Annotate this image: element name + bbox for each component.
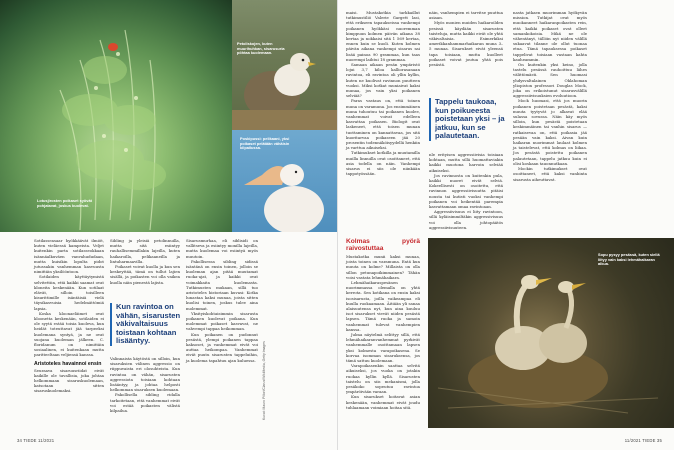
paragraph: Myös monien muiden haikaroilden pesissä käydään sisarusten taisteluja, mutta kaikki eivät ole yhtä väkivaltaisia. Esimerkiksi amerikkanhammarhaikaran muna 3–5 munaa. Sisarukset eivät yleensä tapa toisiaan, mutta kuolleet poikaset voivat joutua yhtä pois pesästä. — [429, 20, 503, 68]
caption-heron: Sopu pysyy pesässä, kuten siellä liityy vain kaksi lehmähaikaran alkua. — [598, 252, 660, 267]
paragraph: Julma näytelmä selittyy sillä, että lehmähaikaranvanhemmat pyrkivät vanhemmalle osoittamaan lapsen yksi kolmesta varapoikasena. Se korvaa isomman sisaruksensa, jos tämä sattuu kuolemaan. — [346, 332, 420, 364]
paragraph: Koska kloonaeläimet ovat kloonetta keskenään, sotilaiden ei ole syytä estää toisia kuoleva, kun heidät toteuttavat jää tarpeeksi kuolemana syntyä, ja ne ovat suojana kuoleman jälkeen. C. floridanum on nimittäin sosiaalinen, ei kuitenkaan mutta paritteeltaan veljiensä kanssa. — [34, 310, 104, 358]
paragraph: Sotilasseasaar hyökkäävät ilmiöt, kuten vieläessä kampeista. Veljet kuitenkin parta sotilasseokkaan isännäalkuväen vanvahududaan, mutta kuisikin lopulta pidot jutussakin vanhemman kasvuusta nimittäin yksilööntoon. — [34, 238, 104, 275]
paragraph: Varapoikasenkin saattaa selvitä aikuiseksi, jos vuoka on jotakin ruokaa kyllin kyllä. Sisarusten taistelu on siis mekanismi, jolla pesäkoko sopeutuu ravintoa ympäröivään varaan. — [346, 363, 420, 395]
paragraph: On kuitenkin yksi keino, jolla tastelu pesässä rauhoittuu lähes välittömästi. Sen huomasi yhdysvaltalainen Oklahoman yliopiston professori Douglas Mock, joka on erikoistunut sisarusvälillä aggressiivisuuksien evoluutioon. — [513, 62, 587, 99]
right-page — [337, 0, 674, 450]
paragraph: Seuraava sisaruusriidat eivät kaikille ole tavallisia, joka johtaa helkommaan sisaruskuolemaan, katsotaan sitten sisaruskuolemaksi. — [34, 367, 104, 394]
paragraph: Yksityiskohtaisimmin sisarusta poikanen kuolevat poikana. Kun molemmat poikaset kasvavat, ne vahvempi tappaa heikomman. — [186, 310, 258, 332]
section-heading: Aristoteles havainnoi ensin — [34, 360, 102, 367]
paragraph: Paras vastaus on, että toinen muna on varamuna. Jos ensimmäinen muna tuhoutuu tai poikanen kuolee, vanhemmat voivat edelleen kasvattaa poikasen. Biologit ovat laskeneet, että toisen munan tuottaminen on kannattavaa, jos sitä kuoritarvaa poikaseen jää 20 prosentin todennäköisyydellä henkiin ja varttua aikuiseksi. — [346, 98, 420, 151]
succulent-photo — [0, 0, 232, 232]
paragraph: Tutkimukset kotkilla ja muutamilla muilla linnuilla ovat osoittaneet, että asia todella on näin. Vanhempi sisarus ei siis ole niinkään tappotyössään. — [346, 150, 420, 177]
left-column-2 — [110, 238, 180, 285]
paragraph: Pakollisessa sibling sidissä isäntänä on ensin toinen, jolloin se kuoleman ajan pitää muutamat ruoka-ajat, ja kaikki ovat voimakkaita kuolemasta. Tutkimusten mukaan, sillä tuo aristoteles historiaan kuvasi: Kotka lunastaa kaksi munaa, joista sitten kuolisi toinen, joskus tulee aina molemmat. — [186, 258, 258, 311]
left-column-3 — [186, 238, 258, 363]
caption-top-right: Petoliskojen, kuten muurihuhkan, sisarusuria pöhtaa kuolemaan. — [237, 41, 285, 56]
paragraph: Mock huomasi, että jos muorin poikanen poistetaan pesästä, kaksi muuta tyytyvät jo alkavat elää sulassa sovussa. Näin käy myös silloin, kun pesästä poistetaan keskimmäinen tai vanhin sisarus — ratkaisevaa on, että poikasia jää pesään vain kaksi. Aivan kuin haikaran nuorimmat laulaat kolmen ja taistelevat, että kolmas on liikaa. Jos pesästä poistettu poikanen palautetaan, tappelu jatkuu kuin ei olisi koskaan tauonnutkaan. — [513, 98, 587, 166]
paragraph: Lehmähaikaraspesänen nuorimmassa olemalla on yhtä kerrota. Sen kotikana on ensin kaksi isosisarusta, joilla vaikeampaa eli kuulla ruokaamaan. Äitiään yli sanaa alaisuutensa nyt, kun aina kuuluu isot sisarukset vievät niiden pesästä lapsen. Tämä ruoka ja samoin vanhemmat tulevat vanhempien kanssa. — [346, 280, 420, 332]
pull-quote-right: Tappelu taukoaa, kun poikueesta poistetaan yksi – ja jatkuu, kun se palautetaan. — [429, 98, 505, 141]
caption-bottom-left: Lotusjirosten poikaset syövät pohjatavat, joskus kuolevat. — [37, 198, 92, 208]
right-column-3-top — [513, 10, 587, 182]
paragraph: nasta jatkaen muorimman hyökyvän mission. Tutkijat ovat myös muokanneet haikaranpoikasten rein, että kaikki poikaset ovat olleet samankokoisia. Mikä ne ole vähentänyt, tällöin nyt niiden välillä sukaavat tilanne ole ollut tuonaa etua. Tämä tapauksessa poikaset tappelivat toisiaan vastaan kahta kauheammin. — [513, 10, 587, 62]
paragraph: Pakollisella sibling ridalla tarkoitetaan, että vanhemmat eivät voi estää poikasten välistä kilpailua. — [110, 392, 180, 414]
paragraph: maisi. Mustakotkia tarkkaillut tutkimustiliö Valerie Gargett lasi, että erikseen tapaukseissa vanhempi poikanen hyökkäsi nuoremman kimppuun kolmen päivän aikana 38 kertaa ja nokkaisi sitä 1 569 kertaa, ennen kuin se kuoli. Kuten kolmen päivän aikana vanhempi sisarus sai lisää painoa 90 grammaa, kun taas nuorempi laihtui 18 grammaa. — [346, 10, 420, 62]
paragraph: Poikaset voivat kuolla ja kun sen keskeyttää, tämä on tullut lajien sisällä, ja poikasten voi olla vaikea kuolla näin pienestä lajista. — [110, 264, 180, 285]
right-column-2-lower — [429, 152, 503, 230]
paragraph: Jos ravinnosta on kuitenkin pula, kaikki nuoret eivät selviä. Kokeellisesti on osoitettu, että ravinnon aggressiivisuutta pitäisi nousta tai kutisti vuoksi vanhempi poikanen voi heikentää parempia kasvattamaan omaa ravintoaan. — [429, 172, 503, 210]
paragraph: näin, vanhempien ei tarvitse puuttua asiaan. — [429, 10, 503, 21]
left-column-1 — [34, 238, 104, 394]
paragraph: Kun poikanen on pudonnut pesästä, ylempi poikanen tappaa kaksoset, ja vanhemmat eivät voi auttaa heikompaa. Vanhemmat eivät puutu sisarusten tappeluihin, ja kuolema tapahtuu ajan kuluessa. — [186, 331, 258, 363]
left-column-2-lower — [110, 356, 180, 413]
eagle-photo — [232, 0, 337, 130]
paragraph: Sotilaiden käyttäytymistä selvitettiin, että kaikki saamat ovat kloneita keskenään. Kun sotilaat elävät, silloin toisilleen kisurittimille isäntäisiä vielä täysikasvuisia hedelmättömiä lapsia. — [34, 274, 104, 311]
eagle-illustration — [232, 0, 337, 130]
paragraph: Mustakotka munii kaksi munaa, joista toinen on varamuna. Entä kun muuta on kolme? Millaista on olla sillon petunapoikimmainen? Tähän voisi vastata lehmähaikara. — [346, 254, 420, 280]
paragraph: Samaan aikaan pesän ympäristö lojui 3,7 kiloa kalliorasanaan ravintoa, eli ravintoa oli yllin kyllin, kuten ne kuolivat ravinnon puutteen vuoksi. Miksi kotkat muniaivat kaksi munaa, jos vain yksi poikanen selviää? — [346, 62, 420, 99]
page-footer-left: 34 TIEDE 11/2021 — [17, 438, 55, 443]
photo-credit: Kuvat: Mauro Pillori/Clarus/WikiMedia, Getty Images — [262, 341, 266, 420]
pull-quote: Kun ravintoa on vähän, sisarusten väkivaltaisuus toistaan kohtaan lisääntyy. — [110, 303, 182, 346]
page-footer-right: 11/2021 TIEDE 35 — [624, 438, 662, 443]
right-section-column — [346, 238, 420, 410]
right-column-1-top — [346, 10, 420, 177]
paragraph: Aggressiivisuus ei liity ravintoon, sillä kyläisimmiltäkin aggressivisuus voi olla johtopäätös aggressiivisuuteen. — [429, 209, 503, 230]
caption-middle-right: Poskipussi: pelikaani, yksi poikaset pelätään vähäisin kilpailussa. — [240, 136, 290, 151]
section-heading-red: Kolmas pyörä raivostuttaa — [346, 238, 420, 252]
right-column-2-top — [429, 10, 503, 67]
succulent-illustration — [0, 0, 232, 232]
paragraph: Valinnaista käytöstä on silloin, kun sisaruksien välinen aggressio on riippuvaista eri olosuhteista. Kun ravintoa on vähän, sisarusten aggressiota toisiaan kohtaan lisääntyy, ja johtaa helposti helkomman sisaruksen kuolemaan. — [110, 356, 180, 393]
paragraph: Mockin tutkimukset ovat osoittaneet, että kaksi vanhinta sisarusta aiheuttavat. — [513, 166, 587, 182]
paragraph: nle erityisen aggressiivisia toisiaan kohtaan, mutta sillä huomattaviakin kaikki muotona harvoin selviää aikuiseksi. — [429, 152, 503, 173]
paragraph: Kun sisarukset hoitavat asian keskenään, vanhemmat eivät joudu tuhlaamaan voimiaan hoitaa sitä. — [346, 394, 420, 410]
paragraph: Sibling ja yleisiä petolinnuilla, mutta sitä esiintyy rauhallisemmillakin lajeilla, kuten haikaroilla, pelikaaneilla ja lintuharmaavilla. — [110, 238, 180, 264]
paragraph: Sisarusmurhaa, eli siblisidi on vallitseva ja esiintyy monilla lajeilla, mutta kuolemaa voi esiintyä myös muutoin. — [186, 238, 258, 259]
